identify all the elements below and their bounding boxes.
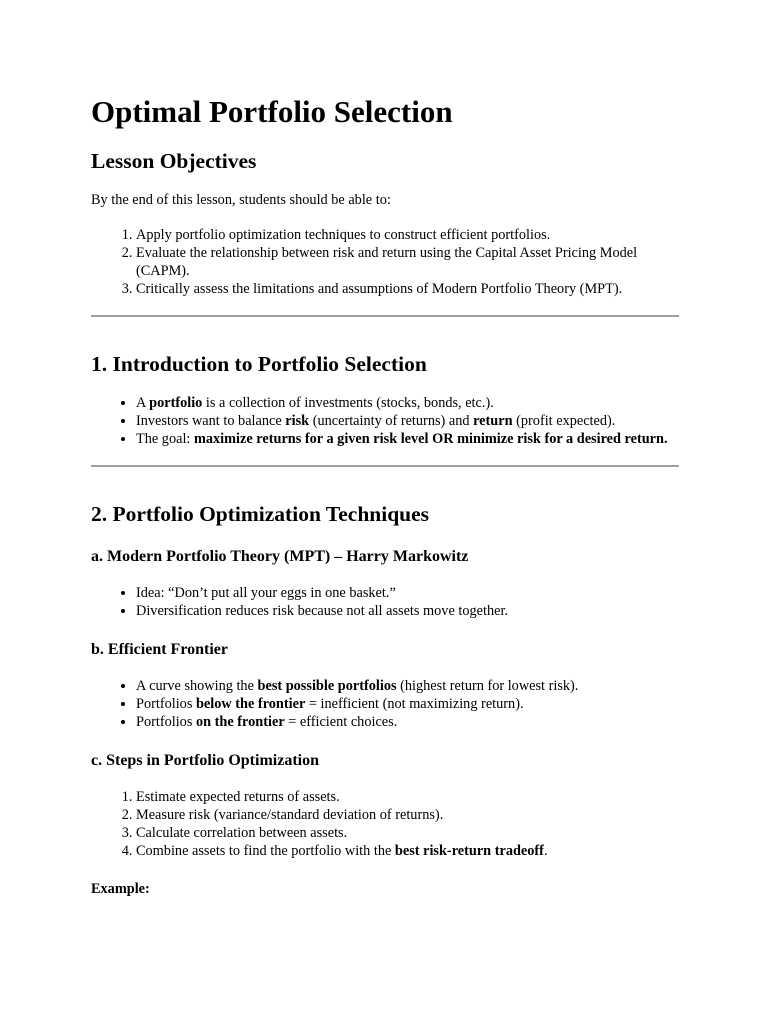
list-item: 2. Measure risk (variance/standard deviation of returns). <box>136 806 679 824</box>
list-item: • Diversification reduces risk because not all assets move together. <box>136 602 679 620</box>
section-divider <box>91 465 679 467</box>
objectives-list <box>91 226 679 298</box>
section-1-heading: 1. Introduction to Portfolio Selection <box>91 352 427 376</box>
mpt-subheading: a. Modern Portfolio Theory (MPT) – Harry Markowitz <box>91 548 469 565</box>
list-item: • Investors want to balance risk (uncertainty of returns) and return (profit expected). <box>136 412 679 430</box>
section-1-list <box>91 394 679 448</box>
document-content <box>91 93 679 898</box>
objective-item: 1. Apply portfolio optimization techniques to construct efficient portfolios. <box>136 226 679 244</box>
example-label: Example: <box>91 881 150 897</box>
section-divider <box>91 315 679 317</box>
list-item: • The goal: maximize returns for a given risk level OR minimize risk for a desired return. <box>136 430 679 448</box>
list-item: • Idea: “Don’t put all your eggs in one basket.” <box>136 584 679 602</box>
list-item: • Portfolios below the frontier = inefficient (not maximizing return). <box>136 695 679 713</box>
frontier-subheading: b. Efficient Frontier <box>91 641 229 658</box>
objective-item: 3. Critically assess the limitations and assumptions of Modern Portfolio Theory (MPT). <box>136 280 679 298</box>
list-item: • Portfolios on the frontier = efficient choices. <box>136 713 679 731</box>
page-title: Optimal Portfolio Selection <box>91 94 453 129</box>
steps-list <box>91 788 679 860</box>
frontier-list <box>91 677 679 731</box>
objectives-heading: Lesson Objectives <box>91 149 257 173</box>
mpt-list <box>91 584 679 620</box>
list-item: • A curve showing the best possible portfolios (highest return for lowest risk). <box>136 677 679 695</box>
objective-item: 2. Evaluate the relationship between risk and return using the Capital Asset Pricing Model (CAPM). <box>136 244 679 280</box>
section-2-heading: 2. Portfolio Optimization Techniques <box>91 502 430 526</box>
objectives-intro: By the end of this lesson, students should be able to: <box>91 192 391 208</box>
list-item: 1. Estimate expected returns of assets. <box>136 788 679 806</box>
list-item: • A portfolio is a collection of investments (stocks, bonds, etc.). <box>136 394 679 412</box>
list-item: 4. Combine assets to find the portfolio with the best risk-return tradeoff. <box>136 842 679 860</box>
list-item: 3. Calculate correlation between assets. <box>136 824 679 842</box>
steps-subheading: c. Steps in Portfolio Optimization <box>91 752 319 769</box>
